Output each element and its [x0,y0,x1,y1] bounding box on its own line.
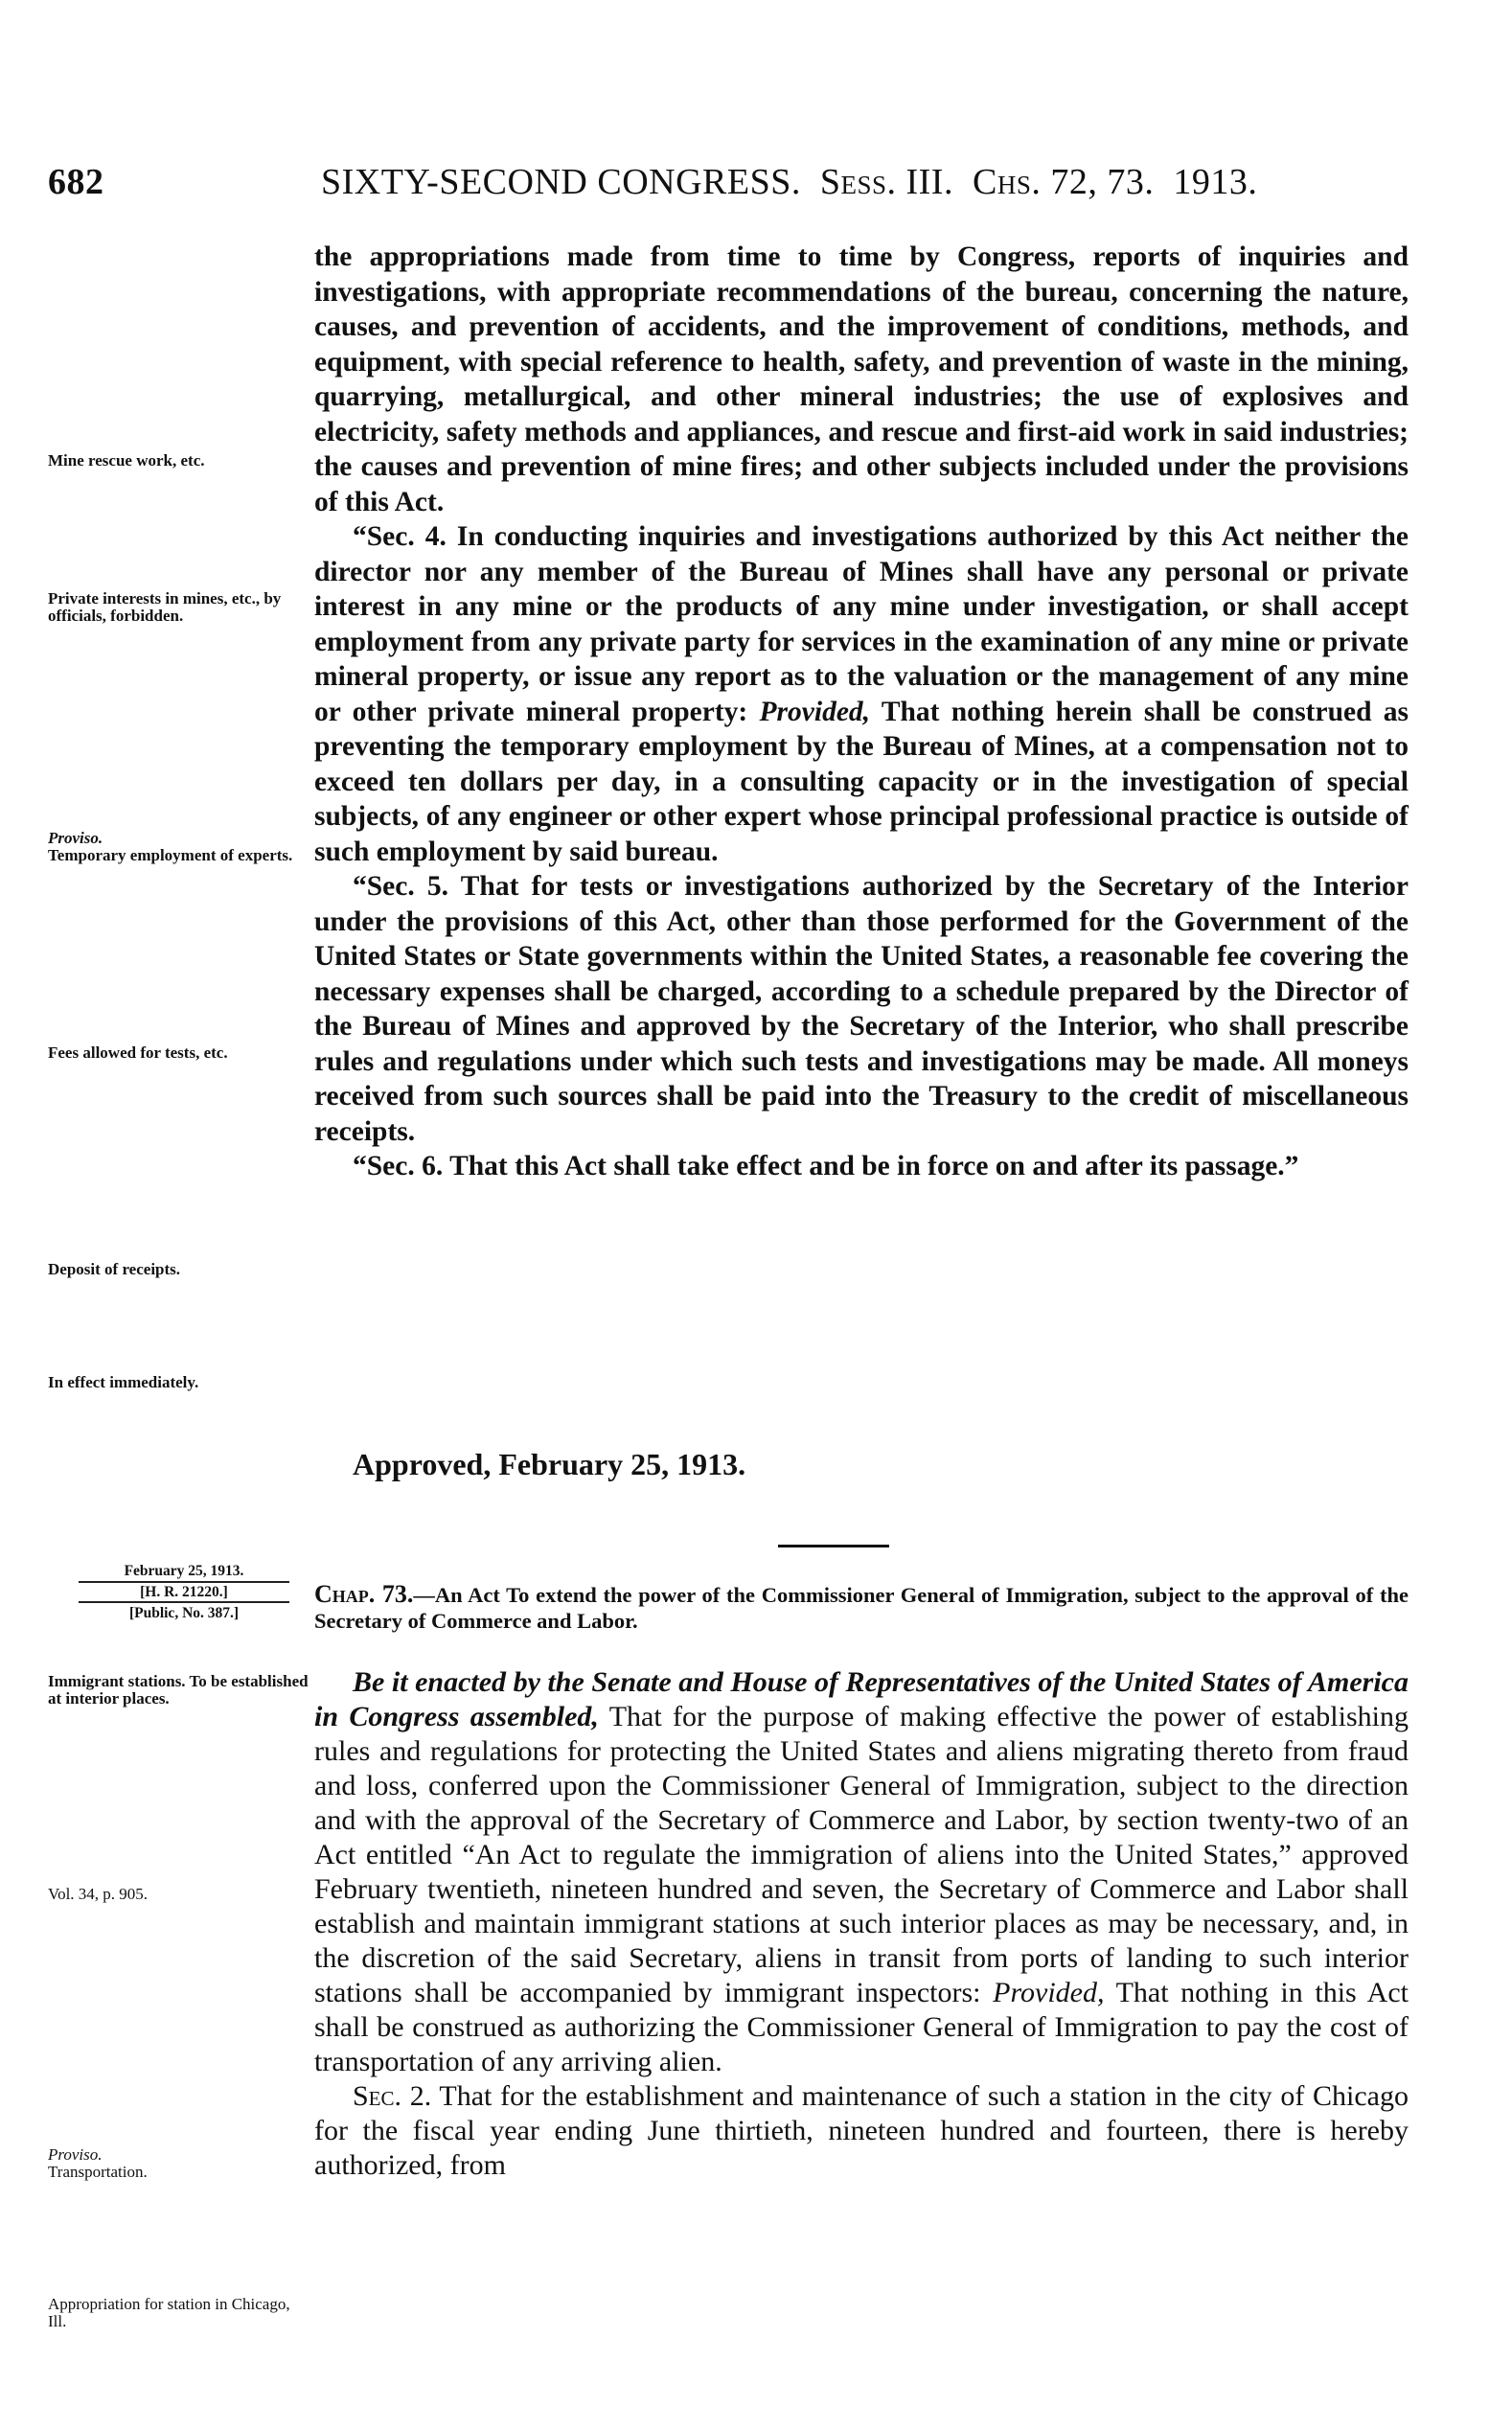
page-number: 682 [48,162,104,202]
running-head-year: 1913. [1173,162,1258,202]
margin-note-deposit: Deposit of receipts. [48,1260,181,1278]
margin-note-proviso-label: Proviso. [48,829,103,847]
section-divider [778,1545,889,1547]
chapter-73-section-1-text-2: That nothing in this Act shall be construed as authorizing the Commissioner General of Immigration to pay the cost of transportation of any arriving alien. [314,1977,1409,2077]
chapter-date: February 25, 1913. [124,1563,244,1579]
section-4 [314,519,1409,869]
chapter-73-metadata [59,1562,309,1622]
section-4-text: In conducting inquiries and investigations authorized by this Act neither the director nor any member of the Bureau of Mines shall have any personal or private interest in any mine or the products of any mine under investigation, or shall accept employment from any private party for services in the examination of any mine or private mineral property, or issue any report as to the valuation or the management of any mine or other private mineral property: [314,521,1409,727]
margin-note-proviso-2 [48,2146,311,2181]
chapter-73-section-1 [314,1665,1409,2079]
chapter-73-section-1-text: That for the purpose of making effective the power of establishing rules and regulations for protecting the United States and aliens migrating thereto from fraud and loss, conferred upon the Commissioner General of Immigration, subject to the direction and with the approval of the Secretary of Commerce and Labor, by section twenty-two of an Act entitled “An Act to regulate the immigration of aliens into the United States,” approved February twentieth, nineteen hundred and seven, the Secretary of Commerce and Labor shall establish and maintain immigrant stations at such interior places as may be necessary, and, in the discretion of the said Secretary, aliens in transit from ports of landing to such interior stations shall be accompanied by immigrant inspectors: [314,1701,1409,2008]
section-5-text: That for tests or investigations authorized by the Secretary of the Interior under the provisions of this Act, other than those performed for the Government of the United States or State governments within the United States, a reasonable fee covering the necessary expenses shall be charged, according to a schedule prepared by the Director of the Bureau of Mines and approved by the Secretary of the Interior, who shall prescribe rules and regulations under which such tests and investigations may be made. All moneys received from such sources shall be paid into the Treasury to the credit of miscellaneous receipts. [314,871,1409,1147]
section-5-label: “Sec. 5. [353,871,449,902]
chapter-label: Chap. 73. [314,1580,414,1608]
chapter-73-section-2 [314,2079,1409,2183]
section-4-label: “Sec. 4. [353,521,447,552]
statute-text-upper [314,240,1409,1184]
running-head-title: SIXTY-SECOND CONGRESS. [321,162,801,202]
paragraph-continuation: the appropriations made from time to time by Congress, reports of inquiries and investigations, with appropriate recommendations of the bureau, concerning the nature, causes, and prevention of accidents, and the improvement of conditions, methods, and equipment, with special reference to health, safety, and prevention of waste in the mining, quarrying, metallurgical, and other mineral industries; the use of explosives and electricity, safety methods and appliances, and rescue and first-aid work in said industries; the causes and prevention of mine fires; and other subjects included under the provisions of this Act. [314,241,1409,517]
section-6 [314,1149,1409,1184]
page-header [48,161,1409,209]
margin-note-mine-rescue: Mine rescue work, etc. [48,451,205,470]
running-head-session: Sess. III. [819,162,953,202]
margin-note-proviso-label-2: Proviso. [48,2145,103,2164]
margin-note-private-interests: Private interests in mines, etc., by officials, forbidden. [48,589,282,625]
chapter-73-title [314,1581,1409,1634]
section-4-text-2: That nothing herein shall be construed as preventing the temporary employment by the Bureau of Mines, at a compensation not to exceed ten dollars per day, in a consulting capacity or in the investigation of special subjects, of any engineer or other expert whose principal professional practice is outside of such employment by said bureau. [314,696,1409,867]
enacting-clause: Be it enacted by the Senate and House of Representatives of the United States of America in Congress assembled, [314,1666,1409,1732]
margin-note-vol-ref: Vol. 34, p. 905. [48,1885,149,1903]
chapter-73-section-2-label: Sec. 2. [353,2080,432,2112]
chapter-73-section-2-text: That for the establishment and maintenance of such a station in the city of Chicago for the fiscal year ending June thirtieth, nineteen hundred and fourteen, there is hereby authorized, from [314,2080,1409,2181]
margin-note-chicago: Appropriation for station in Chicago, Ill. [48,2295,290,2330]
running-head-chapters: Chs. 72, 73. [972,162,1155,202]
chapter-title-text: —An Act To extend the power of the Commissioner General of Immigration, subject to the approval of the Secretary of Commerce and Labor. [314,1583,1409,1633]
bill-number: [H. R. 21220.] [79,1581,289,1603]
chapter-73-proviso: Provided, [993,1977,1105,2008]
section-5 [314,869,1409,1149]
margin-note-effect: In effect immediately. [48,1373,199,1391]
public-law-number: [Public, No. 387.] [128,1605,240,1621]
approval-line: Approved, February 25, 1913. [353,1447,746,1481]
margin-note-fees: Fees allowed for tests, etc. [48,1043,228,1062]
margin-note-temporary-employment: Temporary employment of experts. [48,846,293,864]
section-6-label: “Sec. 6. [353,1151,444,1181]
statute-text-lower [314,1665,1409,2183]
margin-note-proviso-1 [48,830,311,864]
margin-note-transportation: Transportation. [48,2163,148,2181]
running-head [321,161,1257,203]
section-4-proviso: Provided, [759,696,871,727]
margin-note-immigrant-stations: Immigrant stations. To be established at interior places. [48,1672,309,1708]
section-6-text: That this Act shall take effect and be in force on and after its passage.” [449,1151,1299,1181]
